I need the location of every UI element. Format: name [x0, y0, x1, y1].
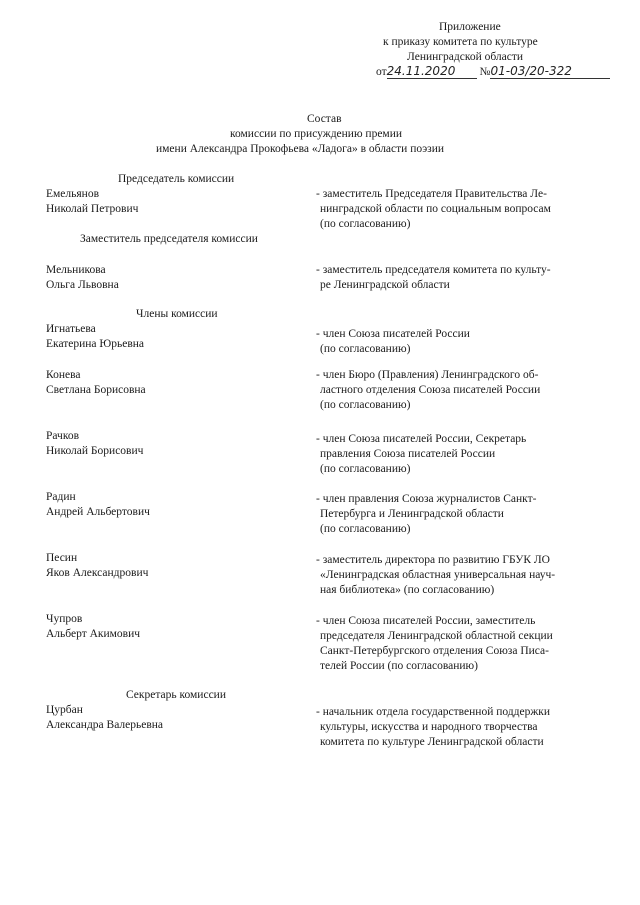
person-surname: Мельникова: [46, 264, 106, 276]
person-role: (по согласованию): [320, 523, 411, 535]
person-name: Николай Петрович: [46, 203, 139, 215]
section-secretary: Секретарь комиссии: [126, 689, 226, 701]
person-role: правления Союза писателей России: [320, 448, 496, 460]
section-members: Члены комиссии: [136, 308, 218, 320]
header-date-line: [376, 65, 610, 80]
person-name: Александра Валерьевна: [46, 719, 164, 731]
handwritten-number: 01-03/20-322: [490, 65, 610, 79]
person-name: Андрей Альбертович: [46, 506, 150, 518]
person-role: телей России (по согласованию): [320, 660, 478, 672]
person-role: (по согласованию): [320, 463, 411, 475]
person-role: «Ленинградская областная универсальная науч-: [320, 569, 556, 581]
person-role: - заместитель Председателя Правительства Ле-: [316, 188, 547, 200]
person-role: председателя Ленинградской областной секции: [320, 630, 553, 642]
section-deputy: Заместитель председателя комиссии: [80, 233, 258, 245]
person-role: Петербурга и Ленинградской области: [320, 508, 504, 520]
person-role: - заместитель председателя комитета по культу-: [316, 264, 551, 276]
person-surname: Емельянов: [46, 188, 100, 200]
person-role: нинградской области по социальным вопросам: [320, 203, 551, 215]
person-surname: Радин: [46, 491, 76, 503]
title-prize: имени Александра Прокофьева «Ладога» в области поэзии: [156, 143, 445, 155]
person-name: Ольга Львовна: [46, 279, 119, 291]
title-commission: комиссии по присуждению премии: [230, 128, 403, 140]
person-role: культуры, искусства и народного творчества: [320, 721, 538, 733]
person-surname: Конева: [46, 369, 81, 381]
person-name: Светлана Борисовна: [46, 384, 146, 396]
person-role: - член Союза писателей России, Секретарь: [316, 433, 527, 445]
person-role: - член правления Союза журналистов Санкт-: [316, 493, 537, 505]
person-name: Альберт Акимович: [46, 628, 141, 640]
person-surname: Рачков: [46, 430, 80, 442]
person-role: (по согласованию): [320, 343, 411, 355]
person-surname: Песин: [46, 552, 78, 564]
person-role: - заместитель директора по развитию ГБУК ЛО: [316, 554, 550, 566]
person-name: Екатерина Юрьевна: [46, 338, 145, 350]
person-role: (по согласованию): [320, 399, 411, 411]
handwritten-date: 24.11.2020: [387, 65, 477, 79]
header-order-ref: к приказу комитета по культуре: [383, 36, 538, 48]
person-role: ная библиотека» (по согласованию): [320, 584, 495, 596]
person-role: ре Ленинградской области: [320, 279, 450, 291]
person-surname: Цурбан: [46, 704, 83, 716]
person-role: - начальник отдела государственной поддержки: [316, 706, 551, 718]
person-role: - член Союза писателей России, заместитель: [316, 615, 536, 627]
person-name: Николай Борисович: [46, 445, 144, 457]
section-chair: Председатель комиссии: [118, 173, 235, 185]
person-surname: Игнатьева: [46, 323, 96, 335]
title-composition: Состав: [307, 113, 342, 125]
person-role: - член Союза писателей России: [316, 328, 470, 340]
person-role: ластного отделения Союза писателей России: [320, 384, 541, 396]
number-prefix: №: [479, 66, 491, 78]
person-role: - член Бюро (Правления) Ленинградского об-: [316, 369, 539, 381]
person-role: (по согласованию): [320, 218, 411, 230]
person-role: Санкт-Петербургского отделения Союза Писа-: [320, 645, 549, 657]
header-appendix: Приложение: [439, 21, 501, 33]
header-region: Ленинградской области: [407, 51, 524, 63]
person-surname: Чупров: [46, 613, 83, 625]
date-prefix: от: [376, 66, 387, 78]
person-role: комитета по культуре Ленинградской области: [320, 736, 544, 748]
person-name: Яков Александрович: [46, 567, 149, 579]
